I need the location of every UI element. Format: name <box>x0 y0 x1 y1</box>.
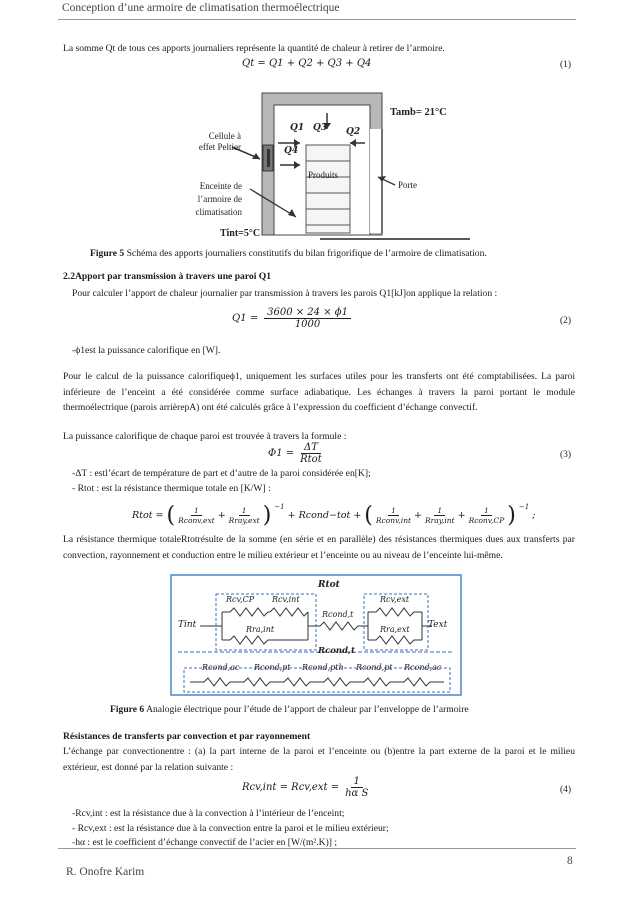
figure-5-caption <box>90 248 487 259</box>
equation-2-denominator: 1000 <box>294 319 321 330</box>
rtot-eq-den: Rconv,int <box>375 516 412 525</box>
equation-4-numerator: 1 <box>351 776 363 788</box>
figure-6-diagram <box>170 574 462 696</box>
peltier-label-2: effet Peltier <box>198 142 241 152</box>
rtot-eq-term <box>425 506 455 525</box>
rtot-eq-power: −1 <box>518 503 530 511</box>
q1-label: Q1 <box>290 123 305 133</box>
paragraph-phi-calc: Pour le calcul de la puissance calorifiqueϕ1, uniquement les surfaces utiles pour les transferts ont été comptabilisées. La paroi inférieure de l’enceint a été considérée comme surface adiabatique. Les échanges à travers la paroi portant le module thermoélectrique (parois arrièrepA) ont été calculés grâce à l’expression du coefficient d’échange convectif. <box>63 371 575 413</box>
equation-4-denominator: hα S <box>345 788 369 799</box>
figure-5-caption-text: Schéma des apports journaliers constitutifs du bilan frigorifique de l’armoire de climatisation. <box>124 248 487 259</box>
rtot-eq-den: Rray,int <box>425 516 455 525</box>
rtot-definition: - Rtot : est la résistance thermique totale en [K/W] : <box>72 483 271 494</box>
tint-label: Tint=5°C <box>220 228 261 238</box>
equation-3-number: (3) <box>560 450 572 460</box>
rtot-eq-one: 1 <box>434 506 445 516</box>
equation-4-number: (4) <box>560 785 572 795</box>
equation-2-fraction <box>264 307 351 330</box>
section-convection-title: Résistances de transferts par convection et par rayonnement <box>63 731 311 742</box>
fig6-rcondac-2: Rcond,ac <box>404 663 442 672</box>
page-number: 8 <box>567 855 573 867</box>
rtot-eq-paren: ) <box>507 503 516 528</box>
phi-definition: -ϕ1est la puissance calorifique en [W]. <box>72 345 221 356</box>
rtot-eq-term <box>178 506 215 525</box>
delta-t-definition: -ΔT : estl’écart de température de part et d’autre de la paroi considérée en[K]; <box>72 468 371 479</box>
section-convection-paragraph: L’échange par convectionentre : (a) la part interne de la paroi et l’enceinte ou (b)entre la part externe de la paroi et le milieu extérieur, est donné par la relation suivante : <box>63 746 575 773</box>
header-rule <box>58 19 576 20</box>
rtot-eq-plus: + <box>414 510 423 521</box>
peltier-core <box>267 149 270 167</box>
peltier-label <box>195 130 241 142</box>
equation-3-lhs: Φ1 = <box>268 448 295 459</box>
enceinte-label <box>180 180 242 219</box>
equation-3-fraction <box>300 442 322 465</box>
rtot-eq-middle: + Rcond−tot + <box>287 510 362 521</box>
fig6-rcvext: Rcv,ext <box>380 595 410 604</box>
equation-3-numerator: ΔT <box>301 442 321 454</box>
enceinte-label-line: climatisation <box>195 207 242 217</box>
rcvint-definition: -Rcv,int : est la résistance due à la convection à l’intérieur de l’enceint; <box>72 808 345 819</box>
rtot-eq-one: 1 <box>388 506 399 516</box>
rtot-eq-one: 1 <box>239 506 250 516</box>
rcvext-definition: - Rcv,ext : est la résistance due à la convection entre la paroi et le milieu extérieur; <box>72 823 389 834</box>
rtot-eq-plus: + <box>457 510 466 521</box>
rtot-eq-paren: ) <box>262 503 272 528</box>
equation-2-numerator: 3600 × 24 × ϕ1 <box>264 307 351 319</box>
equation-2-lhs: Q1 = <box>232 313 259 324</box>
fig6-rcondpth: Rcond,pth <box>302 663 344 672</box>
footer-rule <box>58 848 576 849</box>
fig6-text: Text <box>428 620 448 630</box>
intro-text: La somme Qt de tous ces apports journaliers représente la quantité de chaleur à retirer de l’armoire. <box>63 43 445 54</box>
door-gap <box>370 129 382 233</box>
enceinte-label-line: Enceinte de <box>199 181 242 191</box>
rtot-eq-paren: ( <box>364 503 373 528</box>
equation-3-denominator: Rtot <box>300 454 322 465</box>
equation-4-lhs: Rcv,int = Rcv,ext = <box>242 782 340 793</box>
rtot-eq-den: Rconv,CP <box>468 516 505 525</box>
fig6-rraext: Rra,ext <box>380 625 410 634</box>
rtot-eq-term <box>229 506 260 525</box>
fig6-rcondt-group: Rcond,t <box>318 646 355 656</box>
fig6-rtot: Rtot <box>318 580 340 590</box>
peltier-label-line: Cellule à <box>208 131 241 141</box>
rtot-eq-term <box>469 506 505 525</box>
section-2-2-intro: Pour calculer l’apport de chaleur journalier par transmission à travers les parois Q1[kJ]on applique la relation : <box>72 288 498 299</box>
running-header: Conception d’une armoire de climatisation thermoélectrique <box>62 2 340 14</box>
equation-4-fraction <box>345 776 368 799</box>
fig6-tint: Tint <box>178 620 197 630</box>
rtot-eq-den: Rray,ext <box>228 516 260 525</box>
section-2-2-title: 2.2Apport par transmission à travers une paroi Q1 <box>63 271 272 282</box>
fig6-rcvcp: Rcv,CP <box>226 595 255 604</box>
rtot-eq-semicolon: ; <box>532 510 536 521</box>
paragraph-formula-intro: La puissance calorifique de chaque paroi est trouvée à travers la formule : <box>63 431 347 442</box>
porte-label: Porte <box>398 180 417 190</box>
paragraph-rtot-explanation: La résistance thermique totaleRtotrésulte de la somme (en série et en parallèle) des résistances thermiques dues aux transferts par convection, rayonnement et conduction entre le milieu extérieur et l’enceinte ou au niveau de l’enceinte lui-même. <box>63 534 575 561</box>
rtot-eq-plus: + <box>217 510 226 521</box>
equation-2 <box>232 307 351 330</box>
fig6-rcvint: Rcv,int <box>272 595 300 604</box>
rtot-eq-den: Rconv,ext <box>178 516 215 525</box>
equation-1: Qt = Q1 + Q2 + Q3 + Q4 <box>242 58 372 69</box>
figure-6-caption <box>110 704 469 715</box>
q2-label: Q2 <box>346 127 361 137</box>
fig6-rcondpt: Rcond,pt <box>254 663 291 672</box>
fig6-rcondac: Rcond,ac <box>202 663 240 672</box>
rtot-eq-lhs: Rtot = <box>132 510 164 521</box>
figure-5-caption-label: Figure 5 <box>90 248 125 259</box>
rtot-eq-term <box>376 506 411 525</box>
rtot-eq-power: −1 <box>274 503 285 511</box>
rtot-eq-paren: ( <box>166 503 176 528</box>
q4-label: Q4 <box>284 146 299 156</box>
equation-4 <box>242 776 368 799</box>
equation-2-number: (2) <box>560 316 572 326</box>
figure-6-caption-label: Figure 6 <box>110 704 145 715</box>
h-alpha-definition: -hα : est le coefficient d’échange convectif de l’acier en [W/(m².K)] ; <box>72 837 338 848</box>
equation-1-number: (1) <box>560 60 572 70</box>
rtot-eq-one: 1 <box>191 506 202 516</box>
figure-6-caption-text: Analogie électrique pour l’étude de l’apport de chaleur par l’enveloppe de l’armoire <box>144 704 469 715</box>
enceinte-label-line: l’armoire de <box>197 194 242 204</box>
fig6-rcondt: Rcond,t <box>322 610 354 619</box>
rtot-equation <box>132 503 535 528</box>
q3-label: Q3 <box>313 123 328 133</box>
produits-label: Produits <box>308 170 339 180</box>
products-box <box>306 145 350 233</box>
equation-3 <box>268 442 322 465</box>
footer-author: R. Onofre Karim <box>66 866 145 878</box>
rtot-eq-one: 1 <box>481 506 492 516</box>
tamb-label: Tamb= 21°C <box>390 107 447 118</box>
fig6-rcondpt-2: Rcond,pt <box>356 663 393 672</box>
fig6-rraint: Rra,int <box>246 625 275 634</box>
